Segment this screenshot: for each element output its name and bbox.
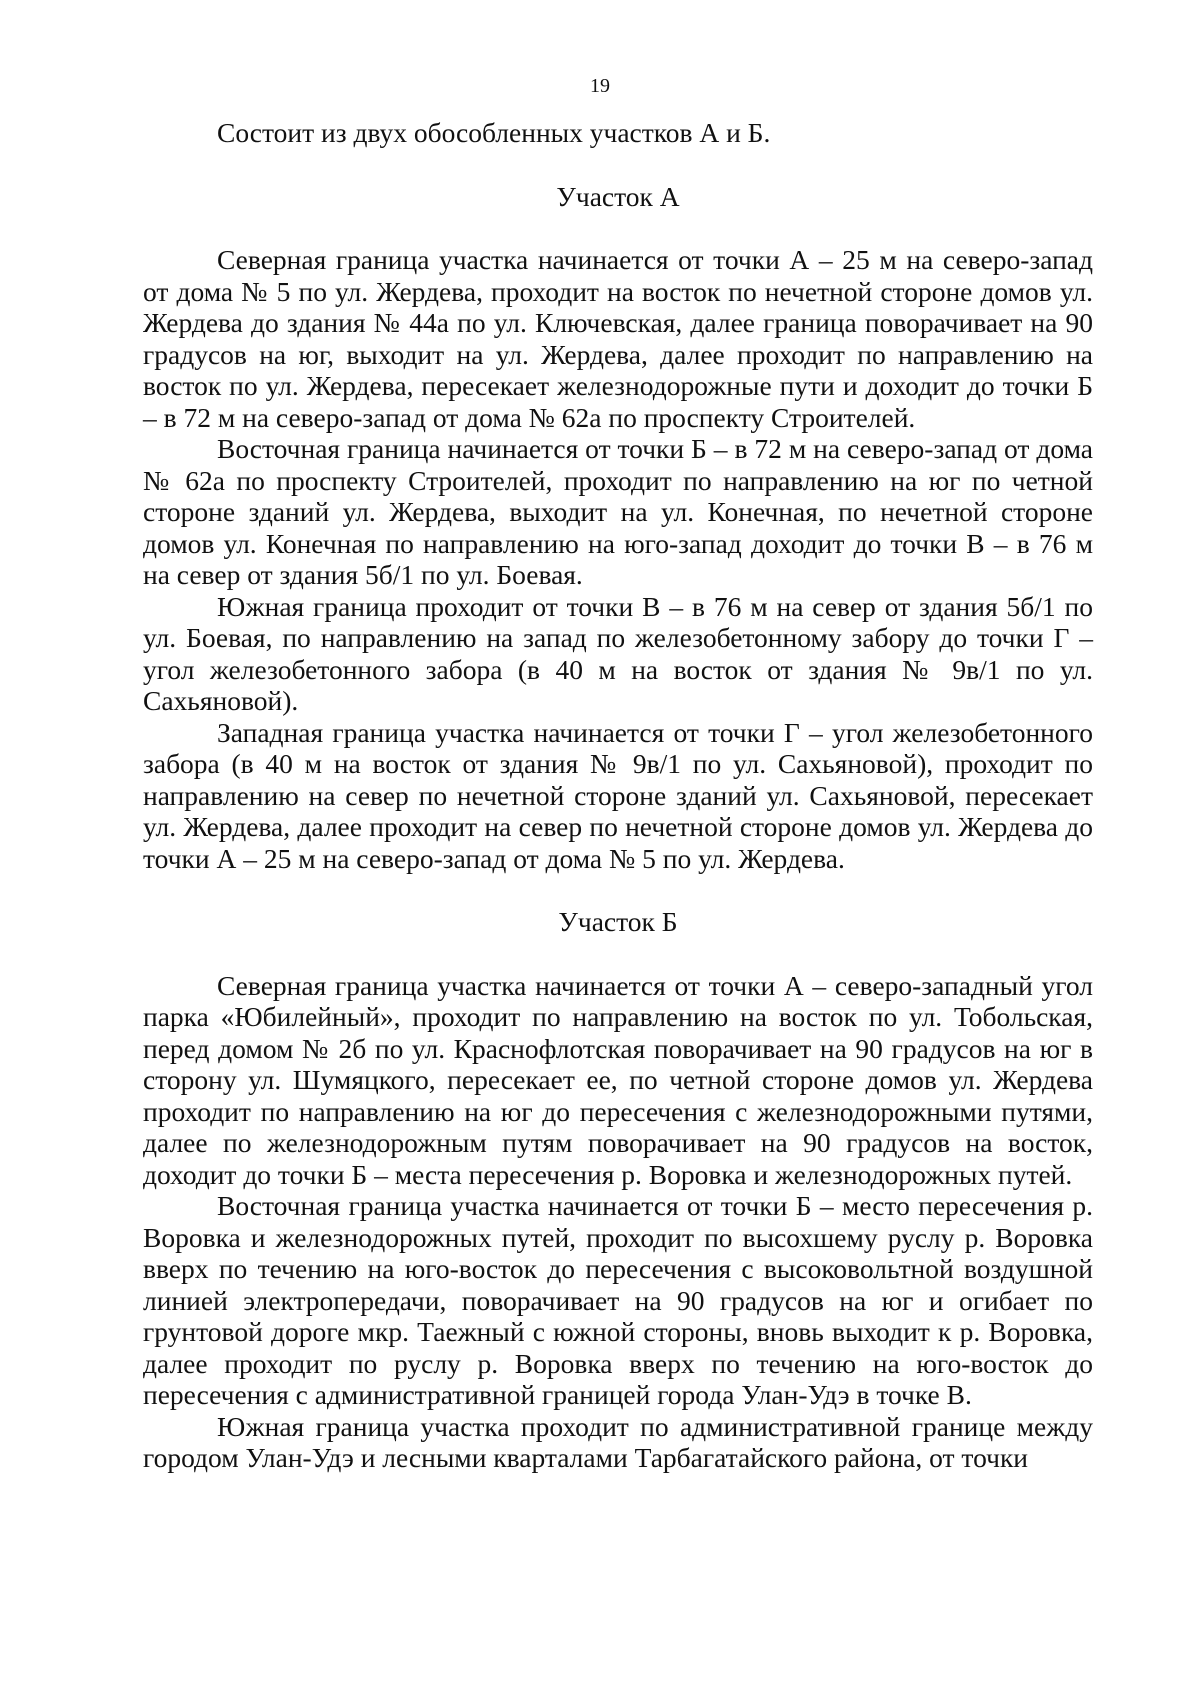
section-heading-b: Участок Б [558,906,678,937]
section-a-north-boundary: Северная граница участка начинается от точки А – 25 м на северо-запад от дома № 5 по ул. Жердева, проходит на восток по нечетной стороне домов ул. Жердева до здания № 44а по ул. Ключевская, далее граница поворачивает на 90 градусов на юг, выходит на ул. Жердева, далее проходит по направлению на восток по ул. Жердева, пересекает железнодорожные пути и доходит до точки Б – в 72 м на северо-запад от дома № 62а по проспекту Строителей. [143,244,1093,433]
section-a-west-boundary: Западная граница участка начинается от точки Г – угол железобетонного забора (в 40 м на восток от здания № 9в/1 по ул. Сахьяновой), проходит по направлению на север по нечетной стороне зданий ул. Сахьяновой, пересекает ул. Жердева, далее проходит на север по нечетной стороне домов ул. Жердева до точки А – 25 м на северо-запад от дома № 5 по ул. Жердева. [143,716,1093,874]
section-b-east-boundary: Восточная граница участка начинается от точки Б – место пересечения р. Воровка и железнодорожных путей, проходит по высохшему руслу р. Воровка вверх по течению на юго-восток до пересечения с высоковольтной воздушной линией электропередачи, поворачивает на 90 градусов на юг и огибает по грунтовой дороге мкр. Таежный с южной стороны, вновь выходит к р. Воровка, далее проходит по руслу р. Воровка вверх по течению на юго-восток до пересечения с административной границей города Улан-Удэ в точке В. [143,1190,1093,1410]
intro-text: Состоит из двух обособленных участков А и Б. [217,117,771,148]
section-b-south-boundary: Южная граница участка проходит по административной границе между городом Улан-Удэ и лесными кварталами Тарбагатайского района, от точки [143,1410,1093,1473]
section-b-north-boundary: Северная граница участка начинается от точки А – северо-западный угол парка «Юбилейный», проходит по направлению на восток по ул. Тобольская, перед домом № 2б по ул. Краснофлотская поворачивает на 90 градусов на юг в сторону ул. Шумяцкого, пересекает ее, по четной стороне домов ул. Жердева проходит по направлению на юг до пересечения с железнодорожными путями, далее по железнодорожным путям поворачивает на 90 градусов на восток, доходит до точки Б – места пересечения р. Воровка и железнодорожных путей. [143,969,1093,1190]
section-heading-a: Участок А [556,180,680,212]
section-a-east-boundary: Восточная граница начинается от точки Б – в 72 м на северо-запад от дома № 62а по проспекту Строителей, проходит по направлению на юг по четной стороне зданий ул. Жердева, выходит на ул. Конечная, по нечетной стороне домов ул. Конечная по направлению на юго-запад доходит до точки В – в 76 м на север от здания 5б/1 по ул. Боевая. [143,433,1093,590]
section-a-south-boundary: Южная граница проходит от точки В – в 76 м на север от здания 5б/1 по ул. Боевая, по направлению на запад по железобетонному забору до точки Г – угол железобетонного забора (в 40 м на восток от здания № 9в/1 по ул. Сахьяновой). [143,590,1093,716]
page-number: 19 [590,75,610,97]
document-body [143,117,1093,1474]
